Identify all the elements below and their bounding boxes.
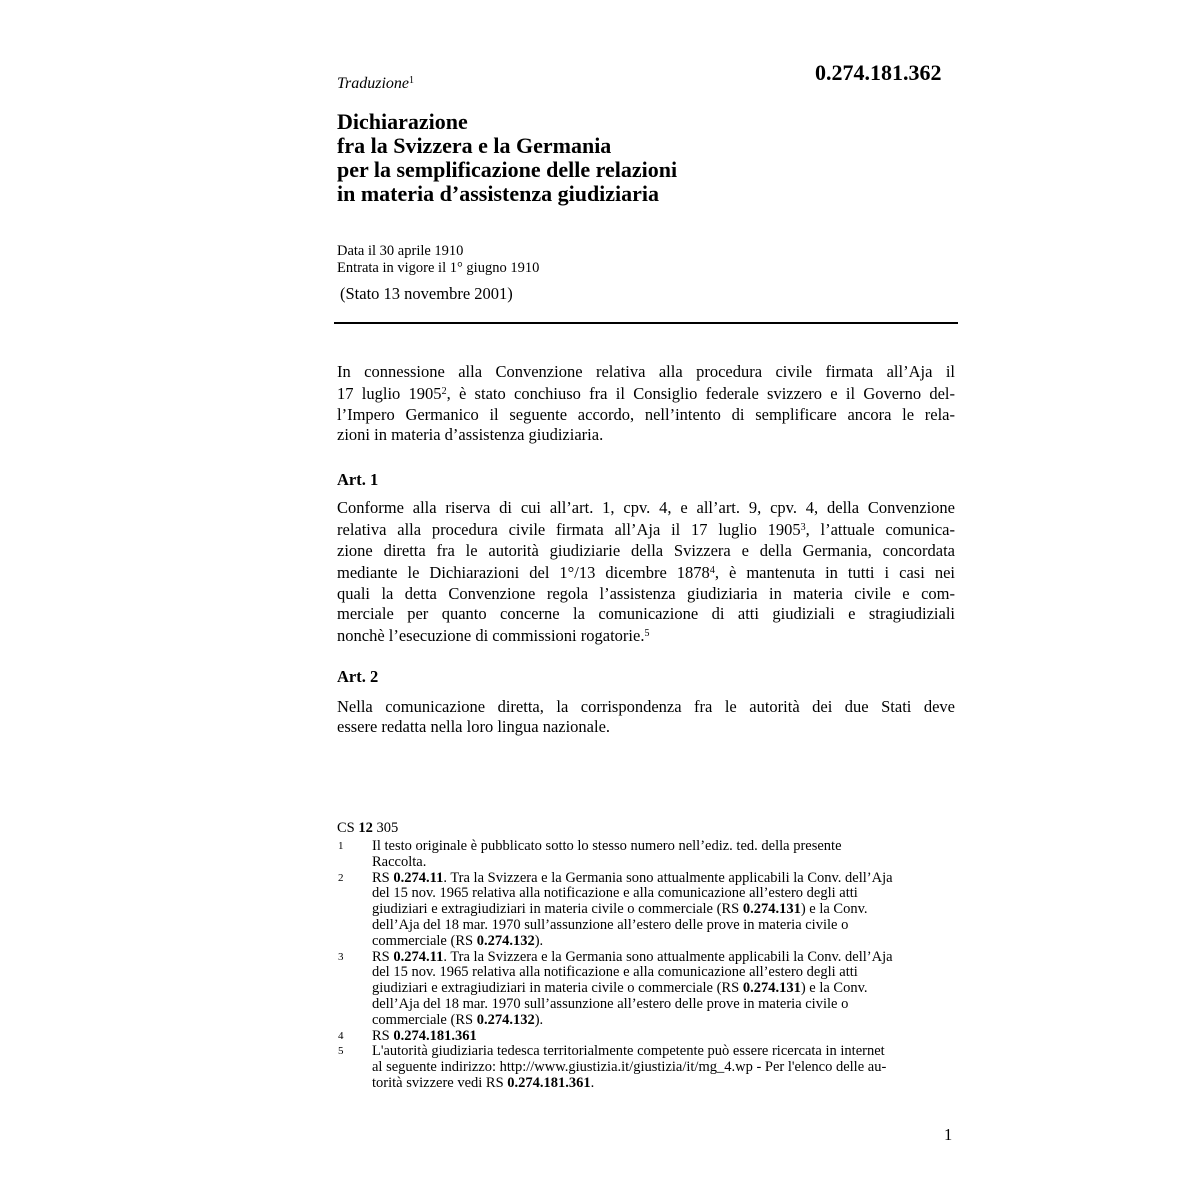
text-line — [337, 382, 955, 404]
cs-prefix: CS — [337, 820, 355, 836]
footnote-number: 5 — [338, 1045, 344, 1058]
footnote-number: 4 — [338, 1029, 344, 1042]
text-segment: RS — [372, 948, 390, 965]
footnote-ref[interactable]: 2 — [441, 386, 447, 398]
text-line — [337, 624, 955, 646]
header-divider — [334, 322, 958, 324]
text-line: dell’Aja del 18 mar. 1970 sull’assunzione all’estero delle prove in materia civile o — [372, 995, 849, 1012]
rs-reference[interactable]: 0.274.131 — [742, 980, 801, 997]
footnote-text — [372, 950, 957, 1029]
text-line: L'autorità giudiziaria tedesca territorialmente competente può essere ricercata in internet — [372, 1043, 885, 1060]
text-line: dell’Aja del 18 mar. 1970 sull’assunzione all’estero delle prove in materia civile o — [372, 916, 849, 933]
text-line — [337, 561, 955, 583]
text-segment: RS — [372, 869, 390, 886]
footnote-2 — [337, 871, 957, 950]
footnote-text — [372, 871, 957, 950]
text-segment: commerciale (RS — [372, 1011, 477, 1028]
sr-number: 0.274.181.362 — [815, 60, 942, 85]
document-title — [337, 110, 957, 206]
article-2-heading: Art. 2 — [337, 667, 379, 686]
text-segment: torità svizzere vedi RS — [372, 1074, 508, 1091]
rs-reference[interactable]: 0.274.11 — [393, 948, 444, 965]
text-segment: ) e la Conv. — [800, 901, 868, 918]
text-segment: giudiziari e extragiudiziari in materia civile o commerciale (RS — [372, 980, 743, 997]
text-line: merciale per quanto concerne la comunicazione di atti giudiziali e stragiudiziali — [337, 604, 955, 624]
rs-reference[interactable]: 0.274.181.361 — [507, 1074, 591, 1091]
text-segment: ). — [534, 932, 544, 949]
cs-reference — [337, 820, 398, 837]
text-segment: ) e la Conv. — [800, 980, 868, 997]
text-line — [372, 950, 957, 966]
footnote-1 — [337, 839, 957, 871]
text-segment: , l’attuale comunica- — [805, 520, 955, 540]
cs-volume: 12 — [358, 820, 373, 836]
text-line: quali la detta Convenzione regola l’assistenza giudiziaria in materia civile e com- — [337, 583, 955, 603]
footnote-5 — [337, 1044, 957, 1091]
text-line: del 15 nov. 1965 relativa alla notificazione e alla comunicazione all’estero degli atti — [372, 964, 858, 981]
footnote-text — [372, 1029, 957, 1045]
text-segment: . Tra la Svizzera e la Germania sono attualmente applicabili la Conv. dell’Aja — [443, 869, 893, 886]
status-line: (Stato 13 novembre 2001) — [340, 284, 513, 303]
preamble-paragraph — [337, 362, 955, 446]
text-segment: . Tra la Svizzera e la Germania sono attualmente applicabili la Conv. dell’Aja — [443, 948, 893, 965]
text-line: zione diretta fra le autorità giudiziarie della Svizzera e della Germania, concordata — [337, 540, 955, 560]
footnote-text — [372, 839, 957, 871]
footnotes — [337, 839, 957, 1092]
footnote-ref[interactable]: 4 — [709, 565, 715, 577]
footnote-4 — [337, 1029, 957, 1045]
text-line — [372, 902, 957, 918]
footnote-number: 2 — [338, 871, 344, 884]
rs-reference[interactable]: 0.274.131 — [742, 901, 801, 918]
text-segment: , è mantenuta in tutti i casi nei — [714, 563, 955, 583]
footnote-3 — [337, 950, 957, 1029]
text-line: del 15 nov. 1965 relativa alla notificazione e alla comunicazione all’estero degli atti — [372, 885, 858, 902]
footnote-ref[interactable]: 5 — [644, 628, 650, 640]
text-segment: , è stato conchiuso fra il Consiglio federale svizzero e il Governo del- — [446, 384, 955, 404]
rs-reference[interactable]: 0.274.132 — [476, 932, 535, 949]
translation-label-text: Traduzione — [337, 75, 410, 92]
text-line — [372, 871, 957, 887]
text-segment: giudiziari e extragiudiziari in materia civile o commerciale (RS — [372, 901, 743, 918]
text-line — [372, 1013, 957, 1029]
cs-page: 305 — [376, 820, 399, 836]
footnote-number: 3 — [338, 950, 344, 963]
rs-reference[interactable]: 0.274.132 — [476, 1011, 535, 1028]
title-line: fra la Svizzera e la Germania — [337, 133, 612, 158]
page-number: 1 — [944, 1125, 953, 1144]
text-segment: mediante le Dichiarazioni del 1°/13 dicembre 1878 — [337, 563, 710, 583]
text-line: al seguente indirizzo: http://www.giustizia.it/giustizia/it/mg_4.wp - Per l'elenco delle au- — [372, 1059, 887, 1076]
translation-label — [337, 75, 414, 93]
text-line — [337, 518, 955, 540]
text-segment: RS — [372, 1027, 390, 1044]
text-segment: ). — [534, 1011, 544, 1028]
text-segment: nonchè l’esecuzione di commissioni rogatorie. — [337, 626, 645, 646]
text-segment: commerciale (RS — [372, 932, 477, 949]
date-line: Data il 30 aprile 1910 — [337, 243, 464, 259]
text-line: l’Impero Germanico il seguente accordo, nell’intento di semplificare ancora le rela- — [337, 404, 955, 424]
text-segment: . — [590, 1074, 595, 1091]
text-line: essere redatta nella loro lingua nazionale. — [337, 717, 611, 737]
text-line: Nella comunicazione diretta, la corrispondenza fra le autorità dei due Stati deve — [337, 697, 955, 716]
rs-reference[interactable]: 0.274.11 — [393, 869, 444, 886]
text-line: zioni in materia d’assistenza giudiziaria. — [337, 425, 604, 445]
title-line: per la semplificazione delle relazioni — [337, 157, 678, 182]
text-line: Il testo originale è pubblicato sotto lo stesso numero nell’ediz. ted. della presente — [372, 838, 842, 854]
document-dates — [337, 243, 539, 277]
text-line: In connessione alla Convenzione relativa alla procedura civile firmata all’Aja il — [337, 362, 955, 381]
rs-reference[interactable]: 0.274.181.361 — [393, 1027, 477, 1044]
text-line — [372, 934, 957, 950]
entry-into-force-line: Entrata in vigore il 1° giugno 1910 — [337, 260, 540, 276]
text-line — [372, 1076, 957, 1092]
text-line — [372, 981, 957, 997]
article-1-heading: Art. 1 — [337, 470, 379, 489]
title-line: Dichiarazione — [337, 109, 468, 134]
footnote-text — [372, 1044, 957, 1091]
footnote-ref[interactable]: 3 — [800, 522, 806, 534]
article-1-paragraph — [337, 498, 955, 647]
footnote-ref[interactable]: 1 — [409, 75, 415, 86]
text-line: Conforme alla riserva di cui all’art. 1, cpv. 4, e all’art. 9, cpv. 4, della Convenzione — [337, 498, 955, 517]
text-line: Raccolta. — [372, 853, 427, 870]
title-line: in materia d’assistenza giudiziaria — [337, 181, 660, 206]
article-2-paragraph — [337, 697, 955, 738]
text-segment: relativa alla procedura civile firmata all’Aja il 17 luglio 1905 — [337, 520, 801, 540]
text-segment: 17 luglio 1905 — [337, 384, 442, 404]
text-line — [372, 1029, 957, 1045]
footnote-number: 1 — [338, 840, 344, 852]
